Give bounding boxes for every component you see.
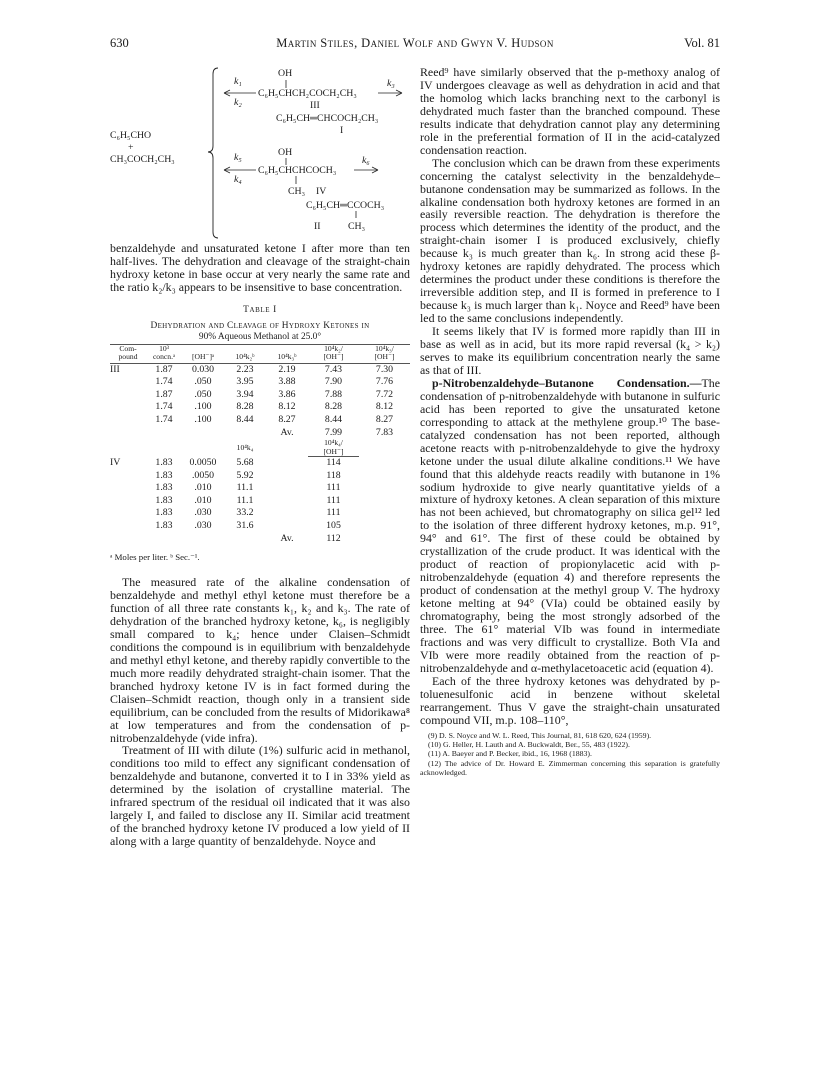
cell: 1.83	[155, 469, 173, 481]
cell: 8.44	[236, 413, 254, 425]
cell: 3.88	[278, 376, 296, 388]
cell: 1.74	[155, 376, 173, 388]
table-subtitle-2: 90% Aqueous Methanol at 25.0°	[198, 331, 322, 342]
table-row	[110, 520, 410, 533]
cell: 1.83	[155, 482, 173, 494]
average-row	[110, 533, 410, 546]
average-label: Av.	[280, 426, 294, 438]
cell: .050	[194, 388, 212, 400]
reference-11: (11) A. Baeyer and P. Becker, ibid., 16, 1968 (1883).	[428, 749, 592, 759]
reference-9: (9) D. S. Noyce and W. L. Reed, This Journal, 81, 618 620, 624 (1959).	[428, 730, 652, 740]
cell: III	[110, 363, 120, 375]
right-paragraph-1: Reed⁹ have similarly observed that the p-methoxy analog of IV undergoes cleavage as well as dehydration in acid and that the homolog which lacks branching next to the carbonyl is dehydrated much faster than the branched compound. These results indicate that dehydration cannot play any determining role in the preferential formation of II in the acid-catalyzed condensation reaction.	[420, 65, 720, 157]
cell	[110, 507, 146, 520]
cell: 7.88	[324, 388, 343, 400]
cell: 7.99	[324, 426, 343, 438]
cell: 7.90	[324, 376, 343, 388]
table-row	[110, 507, 410, 520]
cell: 1.87	[155, 363, 173, 375]
table-title: Table I	[243, 304, 277, 315]
compound-i-label: I	[340, 125, 344, 136]
reaction-scheme	[110, 66, 410, 242]
cell: 111	[326, 507, 341, 519]
cell: 1.83	[155, 507, 173, 519]
left-paragraph-2: The measured rate of the alkaline condensation of benzaldehyde and methyl ethyl ketone must therefore be a function of all three rate constants k₁, k₂ and k₃. The rate of dehydration of the branched hydroxy ketone, k₆, is negligibly small compared to k₄; hence under Claisen–Schmidt conditions the compound is in equilibrium with benzaldehyde and methyl ethyl ketone, and thereby rapidly convertible to the much more readily dehydrated straight-chain isomer. That the branched hydroxy ketone IV is in fact formed during the Claisen–Schmidt reaction, though only in a transient side equilibrium, can be concluded from the results of Midorikawa⁸ at low temperatures and from the condensation of p-nitrobenzaldehyde (vide infra).	[110, 575, 410, 745]
col-k3-ratio: 10⁴k₃/ [OH⁻]	[359, 344, 410, 363]
col-k2: 10⁴k₂ᵇ	[224, 344, 266, 363]
cell: .0050	[191, 469, 215, 481]
table-row	[110, 470, 410, 483]
cell: 31.6	[236, 519, 254, 531]
cell	[110, 376, 146, 389]
cell: 8.28	[324, 401, 343, 413]
cell: 5.68	[236, 456, 254, 468]
cell: 8.28	[236, 401, 254, 413]
references	[420, 731, 720, 778]
cell: .010	[194, 494, 212, 506]
cell: 114	[326, 456, 341, 468]
cell: 11.1	[236, 494, 254, 506]
table-row	[110, 495, 410, 508]
reactant-butanone: CH₃COCH₂CH₃	[110, 154, 175, 165]
rate-k6: k₆	[362, 155, 370, 166]
cell: 1.74	[155, 413, 173, 425]
cell: 2.23	[236, 363, 254, 375]
cell: 105	[326, 519, 341, 531]
right-paragraph-4-text: The condensation of p-nitrobenzaldehyde with butanone in sulfuric acid has been reported to give the unsaturated ketone corresponding to attack at the methylene group.¹⁰ The base-catalyzed condensation has not been reported, although acetone reacts with p-nitrobenzaldehyde to give the hydroxy ketone under the usual dilute alkaline conditions.¹¹ We have found that this aldehyde reacts readily with butanone in 1% sodium hydroxide to give nearly quantitative yields of a mixture of hydroxy ketones. A clean separation of this mixture has not been achieved, but chromatography on silica gel¹² led to the isolation of three different hydroxy ketones, m.p. 91°, 94° and 61°. The first of these could be obtained by crystallization of the crude product. It was identical with the product of reaction of propionylacetic acid with p-nitrobenzaldehyde (equation 4) and therefore represents the product of condensation at the methyl group V. The hydroxy ketone melting at 94° (VIa) could be obtained easily by chromatography, being the most strongly adsorbed of the three. The 61° material VIb was found in intermediate fractions and was very difficult to crystallize. Both VIa and VIb were more readily obtained from the reaction of p-nitrobenzaldehyde and α-methylacetoacetic acid (equation 4).	[420, 375, 720, 675]
rate-table	[110, 344, 410, 545]
cell: 1.83	[155, 456, 173, 468]
cell	[110, 470, 146, 483]
reference-12: (12) The advice of Dr. Howard E. Zimmerman concerning this separation is gratefully acknowledged.	[420, 758, 720, 778]
rate-k5: k₅	[234, 152, 242, 163]
cell: 3.86	[278, 388, 296, 400]
cell: 5.92	[236, 469, 254, 481]
subhead-k4-ratio: 10⁴k₄/ [OH⁻]	[308, 439, 359, 456]
cell: .100	[194, 401, 212, 413]
col-k2-ratio: 10⁴k₂/ [OH⁻]	[308, 344, 359, 363]
cell: 111	[326, 482, 341, 494]
cell: 3.94	[236, 388, 254, 400]
cell	[110, 495, 146, 508]
cell: 7.30	[375, 363, 394, 375]
compound-ii-formula: C₆H₅CH═CCOCH₃	[306, 200, 385, 211]
hydroxyl-label-iv: OH	[278, 147, 293, 158]
cell	[110, 389, 146, 402]
hydroxyl-label-iii: OH	[278, 68, 293, 79]
compound-iv-methyl: CH₃	[288, 186, 306, 197]
table-row	[110, 363, 410, 376]
rate-k2: k₂	[234, 97, 242, 108]
cell: 8.12	[375, 401, 394, 413]
cell: .100	[194, 413, 212, 425]
compound-i-formula: C₆H₅CH═CHCOCH₂CH₃	[276, 113, 379, 124]
page-number: 630	[110, 36, 129, 50]
compound-iii-label: III	[310, 100, 320, 111]
compound-iii-formula: C₆H₅CHCH₂COCH₂CH₃	[258, 88, 357, 99]
col-compound: Com- pound	[110, 344, 146, 363]
cell: 1.83	[155, 494, 173, 506]
cell: 0.0050	[189, 456, 217, 468]
running-authors: Martin Stiles, Daniel Wolf and Gwyn V. Hudson	[276, 36, 554, 50]
table-subtitle: Dehydration and Cleavage of Hydroxy Ketones in	[150, 320, 370, 331]
cell: 112	[326, 532, 341, 544]
cell: IV	[110, 456, 121, 468]
rate-k4: k₄	[234, 174, 242, 185]
right-column	[420, 66, 720, 778]
cell: .030	[194, 519, 212, 531]
cell: 8.27	[375, 413, 394, 425]
table-row	[110, 456, 410, 469]
col-oh: [OH⁻]ᵃ	[182, 344, 224, 363]
reference-10: (10) G. Heller, H. Lauth and A. Buckwaldt, Ber., 55, 483 (1922).	[428, 740, 630, 750]
col-k3: 10⁴k₃ᵇ	[266, 344, 308, 363]
col-concn: 10³ concn.ᵃ	[146, 344, 182, 363]
table-row	[110, 389, 410, 402]
table-row	[110, 401, 410, 414]
rate-k1: k₁	[234, 76, 242, 87]
table-row	[110, 376, 410, 389]
reactant-plus: +	[128, 142, 134, 153]
cell: 1.83	[155, 519, 173, 531]
volume-label: Vol. 81	[684, 36, 720, 50]
cell: 8.27	[278, 413, 296, 425]
right-paragraph-3: It seems likely that IV is formed more rapidly than III in base as well as in acid, but its more rapid reversal (k₄ > k₂) serves to make its equilibrium concentration nearly the same as that of III.	[420, 324, 720, 377]
compound-ii-label: II	[314, 221, 321, 232]
cell	[110, 401, 146, 414]
left-paragraph-3: Treatment of III with dilute (1%) sulfuric acid in methanol, conditions too mild to effect any significant condensation of benzaldehyde and butanone, converted it to I in 33% yield as determined by the isolation of crystalline material. The infrared spectrum of the residual oil indicated that it was also largely I, and failed to disclose any II. Similar acid treatment of the branched hydroxy ketone IV produced a low yield of II along with a large quantity of benzaldehyde. Noyce and	[110, 743, 410, 849]
cell: 111	[326, 494, 341, 506]
reactant-benzaldehyde: C₆H₅CHO	[110, 130, 152, 141]
cell: 33.2	[236, 507, 254, 519]
left-column	[110, 66, 410, 848]
section-heading: p-Nitrobenzaldehyde–Butanone Condensation.—	[432, 375, 702, 390]
cell: 8.44	[324, 413, 343, 425]
table-footnote: ᵃ Moles per liter. ᵇ Sec.⁻¹.	[110, 552, 200, 563]
cell: 7.76	[375, 376, 394, 388]
cell	[110, 482, 146, 495]
cell: .050	[194, 376, 212, 388]
compound-iv-formula: C₆H₅CHCHCOCH₃	[258, 165, 337, 176]
table-row	[110, 482, 410, 495]
cell: .030	[194, 507, 212, 519]
cell: 7.83	[375, 426, 394, 438]
cell: 7.43	[324, 363, 343, 375]
cell: 1.87	[155, 388, 173, 400]
cell: 11.1	[236, 482, 254, 494]
cell	[110, 520, 146, 533]
right-paragraph-2: The conclusion which can be drawn from these experiments concerning the catalyst selectivity in the benzaldehyde–butanone condensation may be summarized as follows. In the alkaline condensation both hydroxy ketones are formed in an easily reversible reaction. The dehydration is therefore the process which determines the identity of the product, and the straight-chain isomer I is produced exclusively, chiefly because k₃ is much greater than k₆. In strong acid these β-hydroxy ketones are rapidly dehydrated. The process which determines the product under these conditions is therefore the irreversible addition step, and II is formed in preference to I because k₃ is much larger than k₁. Noyce and Reed⁹ have been led to the same conclusions independently.	[420, 155, 720, 326]
cell: 8.12	[278, 401, 296, 413]
left-paragraph-1: benzaldehyde and unsaturated ketone I after more than ten half-lives. The dehydration and cleavage of the straight-chain hydroxy ketone in base occur at very nearly the same rate and the ratio k₂/k₃ appears to be insensitive to base concentration.	[110, 241, 410, 294]
compound-iv-label: IV	[316, 186, 327, 197]
subhead-k4: 10⁴k₄	[236, 442, 254, 452]
cell: 0.030	[191, 363, 215, 375]
cell: .010	[194, 482, 212, 494]
rate-k3: k₃	[387, 78, 395, 89]
table-row	[110, 414, 410, 427]
cell: 2.19	[278, 363, 296, 375]
right-paragraph-4	[420, 377, 720, 675]
cell: 118	[326, 469, 341, 481]
cell: 3.95	[236, 376, 254, 388]
average-label: Av.	[280, 532, 294, 544]
page-header	[110, 36, 720, 56]
right-paragraph-5: Each of the three hydroxy ketones was dehydrated by p-toluenesulfonic acid in benzene without skeletal rearrangement. Thus V gave the straight-chain unsaturated compound VII, m.p. 108–110°,	[420, 673, 720, 727]
compound-ii-methyl: CH₃	[348, 221, 366, 232]
cell	[110, 414, 146, 427]
average-row	[110, 427, 410, 440]
cell: 7.72	[375, 388, 394, 400]
cell: 1.74	[155, 401, 173, 413]
